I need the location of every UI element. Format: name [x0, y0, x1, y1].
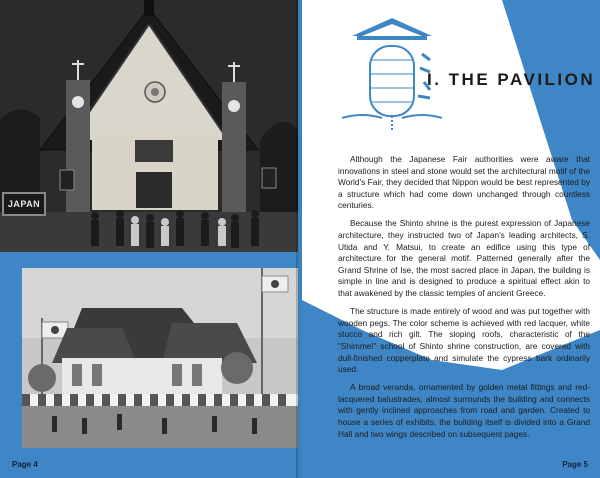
paragraph-3: The structure is made entirely of wood and was put together with wooden pegs. The color scheme is achieved with red lacquer, white stucco and rich gilt. The sloping roofs, characteristic of the "Shimmei" school of Shinto shrine construction, are covered with dull-finished copperplate and simulate the cypress bark ordinarily used. [338, 306, 590, 375]
page-number-left: Page 4 [12, 460, 38, 469]
body-text [338, 154, 590, 447]
left-page [0, 0, 298, 478]
japan-sign: JAPAN [2, 192, 46, 216]
paragraph-1: Although the Japanese Fair authorities were aware that innovations in steel and stone would set the architectural motif of the World's Fair, they decided that Nippon would be best represented by a structure which had come down unchanged through countless centuries. [338, 154, 590, 211]
shrine-side-illustration [22, 268, 298, 448]
right-page [302, 0, 600, 478]
paragraph-2: Because the Shinto shrine is the purest expression of Japanese architecture, they instructed two of Japan's leading architects, S. Utida and Y. Matsui, to create an edifice using this type of architecture for the general motif. Patterned generally after the Grand Shrine of Ise, the most sacred place in Japan, the building is simple in line and is designed to produce a spiritual effect akin to that awakened by the classic temples of ancient Greece. [338, 218, 590, 299]
page-number-right: Page 5 [562, 460, 588, 469]
shrine-side-photo [22, 268, 298, 448]
paragraph-4: A broad veranda, ornamented by golden metal fittings and red-lacquered balustrades, almost surrounds the building and connects with gently inclined approaches from road and garden. Created to house a series of exhibits, the building itself is divided into a Grand Hall and two wings described on subsequent pages. [338, 382, 590, 439]
section-heading: I. THE PAVILION [427, 70, 596, 89]
shrine-front-photo [0, 0, 298, 252]
